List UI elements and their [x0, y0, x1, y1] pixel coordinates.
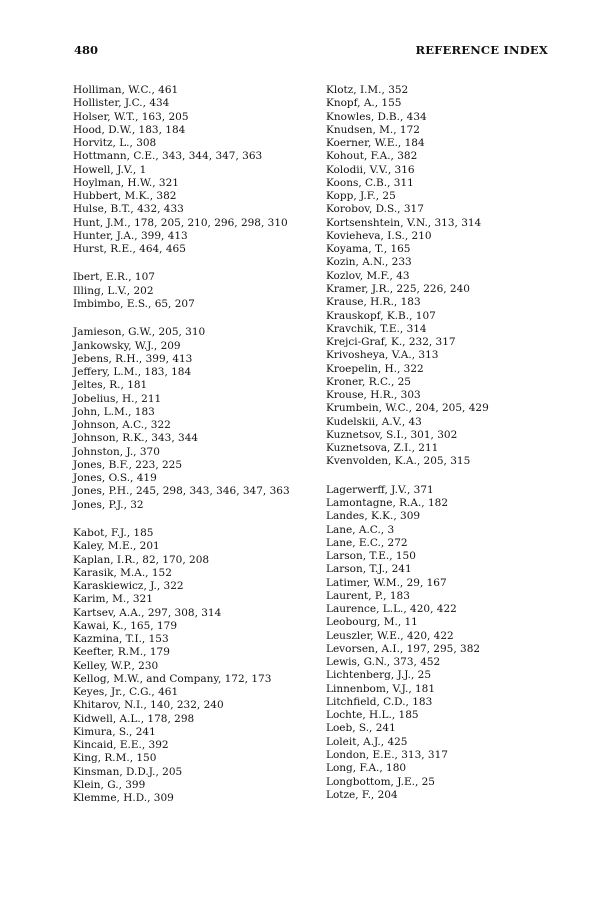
index-entry: Kimura, S., 241: [73, 725, 156, 738]
index-entry: Hunter, J.A., 399, 413: [73, 229, 188, 242]
index-entry: Lagerwerff, J.V., 371: [326, 483, 434, 496]
index-entry: Holser, W.T., 163, 205: [73, 110, 189, 123]
index-entry: Lamontagne, R.A., 182: [326, 496, 449, 509]
index-group: [326, 484, 588, 802]
index-entry: London, E.E., 313, 317: [326, 749, 448, 762]
index-entry: Horvitz, L., 308: [73, 137, 157, 150]
index-entry: Ibert, E.R., 107: [73, 271, 155, 284]
index-entry: Koons, C.B., 311: [326, 176, 414, 189]
index-entry: Leuszler, W.E., 420, 422: [326, 629, 454, 642]
index-entry: Howell, J.V., 1: [73, 163, 147, 176]
index-entry: Kaplan, I.R., 82, 170, 208: [73, 553, 210, 566]
index-entry: Keefter, R.M., 179: [73, 646, 170, 659]
index-group: [73, 271, 335, 311]
index-entry: Jebens, R.H., 399, 413: [73, 352, 193, 365]
index-entry: Krivosheya, V.A., 313: [326, 349, 439, 362]
index-entry: Krauskopf, K.B., 107: [326, 309, 436, 322]
index-entry: Kudelskii, A.V., 43: [326, 415, 422, 428]
index-entry: Holliman, W.C., 461: [73, 84, 179, 96]
index-entry: Larson, T.J., 241: [326, 563, 412, 576]
index-entry: Illing, L.V., 202: [73, 284, 154, 297]
index-entry: Long, F.A., 180: [326, 762, 407, 775]
index-entry: Kozlov, M.F., 43: [326, 269, 410, 282]
index-entry: Litchfield, C.D., 183: [326, 695, 433, 708]
index-entry: Jankowsky, W.J., 209: [73, 339, 181, 352]
index-entry: Hulse, B.T., 432, 433: [73, 203, 184, 216]
index-entry: Hubbert, M.K., 382: [73, 190, 177, 203]
index-entry: Lane, E.C., 272: [326, 536, 408, 549]
index-entry: Kvenvolden, K.A., 205, 315: [326, 455, 471, 468]
index-entry: Jones, O.S., 419: [73, 472, 157, 485]
index-entry: Johnson, R.K., 343, 344: [73, 432, 199, 445]
index-entry: Loleit, A.J., 425: [326, 735, 408, 748]
index-entry: Lane, A.C., 3: [326, 523, 395, 536]
index-entry: Linnenbom, V.J., 181: [326, 682, 436, 695]
index-entry: Hunt, J.M., 178, 205, 210, 296, 298, 310: [73, 216, 288, 229]
index-entry: Hurst, R.E., 464, 465: [73, 243, 186, 256]
index-entry: Kaley, M.E., 201: [73, 540, 160, 553]
index-entry: Lochte, H.L., 185: [326, 709, 419, 722]
index-entry: Kellog, M.W., and Company, 172, 173: [73, 672, 272, 685]
index-entry: Karim, M., 321: [73, 593, 153, 606]
index-entry: Klemme, H.D., 309: [73, 792, 174, 805]
index-entry: John, L.M., 183: [73, 405, 155, 418]
index-column-right: [326, 84, 588, 817]
index-entry: Jamieson, G.W., 205, 310: [73, 326, 206, 339]
index-entry: Kincaid, E.E., 392: [73, 739, 169, 752]
index-entry: Jeltes, R., 181: [73, 379, 148, 392]
index-column-left: [73, 84, 335, 821]
index-entry: Leobourg, M., 11: [326, 616, 418, 629]
index-entry: Kabot, F.J., 185: [73, 526, 154, 539]
index-entry: Knopf, A., 155: [326, 97, 402, 110]
index-entry: Loeb, S., 241: [326, 722, 396, 735]
index-entry: Jeffery, L.M., 183, 184: [73, 366, 192, 379]
index-entry: Kravchik, T.E., 314: [326, 322, 427, 335]
index-entry: Laurence, L.L., 420, 422: [326, 603, 457, 616]
index-entry: Kuznetsova, Z.I., 211: [326, 442, 439, 455]
index-entry: Hollister, J.C., 434: [73, 97, 170, 110]
index-entry: Kidwell, A.L., 178, 298: [73, 712, 195, 725]
index-entry: Jones, B.F., 223, 225: [73, 458, 183, 471]
index-entry: Keyes, Jr., C.G., 461: [73, 686, 179, 699]
index-entry: Knowles, D.B., 434: [326, 110, 427, 123]
index-entry: Klein, G., 399: [73, 779, 146, 792]
index-entry: Karaskiewicz, J., 322: [73, 580, 184, 593]
index-entry: Laurent, P., 183: [326, 589, 410, 602]
index-entry: Kramer, J.R., 225, 226, 240: [326, 282, 470, 295]
running-head: REFERENCE INDEX: [415, 43, 548, 57]
index-entry: Jones, P.H., 245, 298, 343, 346, 347, 363: [73, 485, 290, 498]
index-entry: Kazmina, T.I., 153: [73, 633, 169, 646]
index-entry: Koyama, T., 165: [326, 243, 411, 256]
index-entry: Hottmann, C.E., 343, 344, 347, 363: [73, 150, 263, 163]
index-entry: Longbottom, J.E., 25: [326, 775, 435, 788]
index-entry: Krejci-Graf, K., 232, 317: [326, 336, 456, 349]
index-entry: Krouse, H.R., 303: [326, 389, 421, 402]
index-entry: Kortsenshtein, V.N., 313, 314: [326, 216, 482, 229]
index-entry: Larson, T.E., 150: [326, 550, 416, 563]
index-entry: Kelley, W.P., 230: [73, 659, 159, 672]
index-entry: Khitarov, N.I., 140, 232, 240: [73, 699, 224, 712]
index-entry: Krumbein, W.C., 204, 205, 429: [326, 402, 489, 415]
index-entry: Knudsen, M., 172: [326, 123, 420, 136]
index-group: [73, 527, 335, 806]
index-entry: Korobov, D.S., 317: [326, 203, 424, 216]
index-entry: Klotz, I.M., 352: [326, 84, 409, 96]
index-entry: Kartsev, A.A., 297, 308, 314: [73, 606, 222, 619]
index-entry: Imbimbo, E.S., 65, 207: [73, 297, 195, 310]
index-entry: Hoylman, H.W., 321: [73, 176, 179, 189]
index-group: [326, 84, 588, 469]
index-entry: Kolodii, V.V., 316: [326, 163, 415, 176]
index-group: [73, 326, 335, 512]
index-entry: Kawai, K., 165, 179: [73, 619, 178, 632]
index-entry: Kroepelin, H., 322: [326, 362, 424, 375]
index-entry: Kohout, F.A., 382: [326, 150, 418, 163]
page-number: 480: [74, 43, 99, 57]
index-entry: Kovieheva, I.S., 210: [326, 229, 432, 242]
index-entry: Landes, K.K., 309: [326, 510, 421, 523]
index-entry: Kuznetsov, S.I., 301, 302: [326, 428, 458, 441]
index-entry: Jobelius, H., 211: [73, 392, 162, 405]
index-entry: Johnston, J., 370: [73, 445, 160, 458]
index-entry: Lichtenberg, J.J., 25: [326, 669, 432, 682]
index-entry: Jones, P.J., 32: [73, 498, 144, 511]
index-entry: King, R.M., 150: [73, 752, 157, 765]
index-entry: Kozin, A.N., 233: [326, 256, 412, 269]
index-entry: Lewis, G.N., 373, 452: [326, 656, 441, 669]
index-entry: Hood, D.W., 183, 184: [73, 123, 186, 136]
index-entry: Lotze, F., 204: [326, 788, 398, 801]
index-entry: Kinsman, D.D.J., 205: [73, 765, 183, 778]
index-entry: Johnson, A.C., 322: [73, 419, 171, 432]
index-entry: Kopp, J.F., 25: [326, 190, 396, 203]
index-entry: Koerner, W.E., 184: [326, 137, 425, 150]
index-group: [73, 84, 335, 256]
index-entry: Karasik, M.A., 152: [73, 566, 172, 579]
index-entry: Latimer, W.M., 29, 167: [326, 576, 447, 589]
index-entry: Krause, H.R., 183: [326, 296, 421, 309]
index-entry: Kroner, R.C., 25: [326, 375, 411, 388]
index-entry: Levorsen, A.I., 197, 295, 382: [326, 642, 481, 655]
